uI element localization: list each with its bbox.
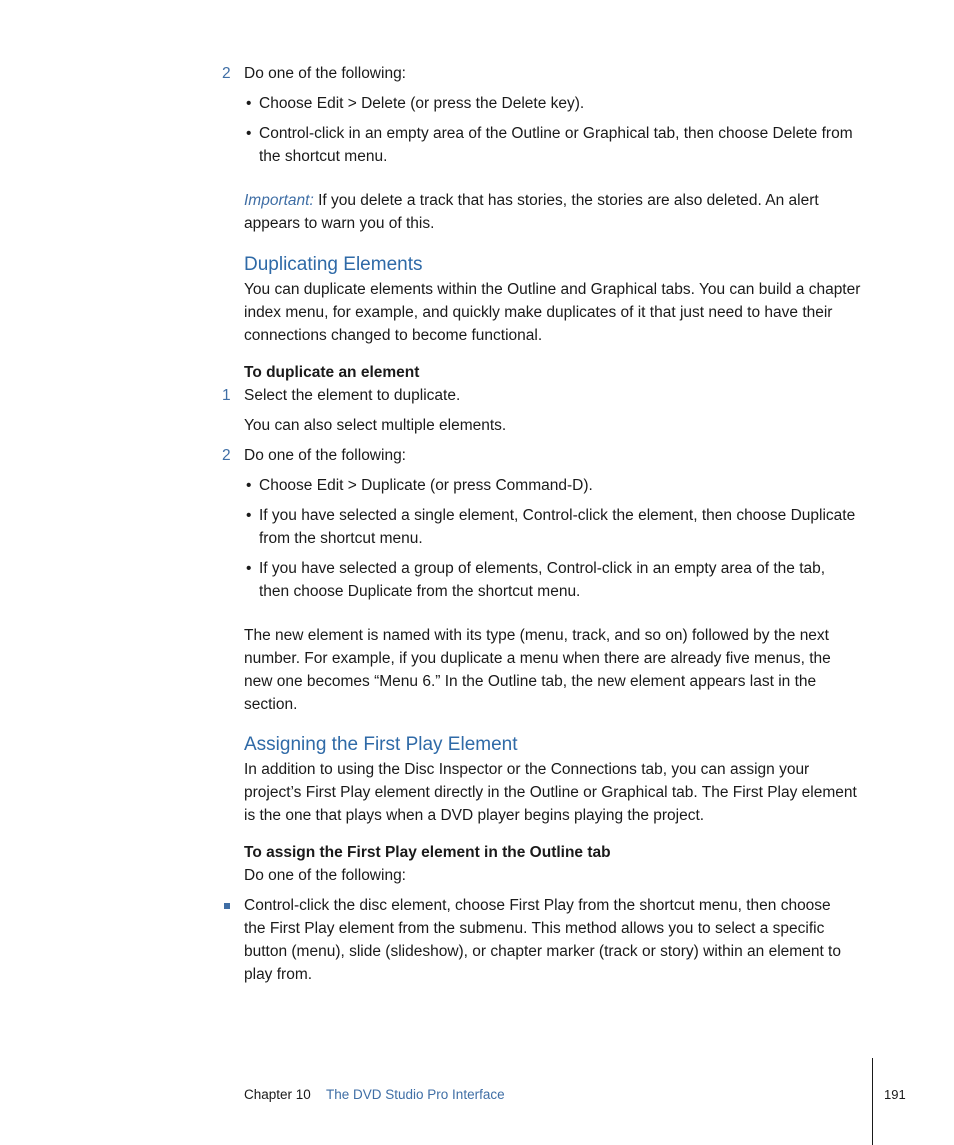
page-number: 191 bbox=[884, 1087, 906, 1102]
step-number: 1 bbox=[222, 387, 231, 404]
step-text: Do one of the following: bbox=[244, 65, 406, 82]
important-label: Important: bbox=[244, 192, 314, 209]
paragraph-line: connections changed to become functional. bbox=[244, 327, 543, 344]
important-text: appears to warn you of this. bbox=[244, 215, 435, 232]
footer-chapter: Chapter 10 bbox=[244, 1087, 311, 1102]
paragraph-line: index menu, for example, and quickly make duplicates of it that just need to have their bbox=[244, 304, 833, 321]
step-text: Select the element to duplicate. bbox=[244, 387, 461, 404]
paragraph-line: The new element is named with its type (menu, track, and so on) followed by the next bbox=[244, 627, 829, 644]
paragraph-line: project’s First Play element directly in the Outline or Graphical tab. The First Play element bbox=[244, 784, 857, 801]
bullet-dot: • bbox=[246, 507, 252, 524]
bullet-text: play from. bbox=[244, 966, 313, 983]
square-bullet-icon bbox=[224, 903, 230, 909]
paragraph-line: In addition to using the Disc Inspector or the Connections tab, you can assign your bbox=[244, 761, 810, 778]
bullet-text: If you have selected a single element, Control-click the element, then choose Duplicate bbox=[259, 507, 856, 524]
bullet-dot: • bbox=[246, 560, 252, 577]
bullet-text: then choose Duplicate from the shortcut menu. bbox=[259, 583, 581, 600]
bullet-text: Choose Edit > Delete (or press the Delete key). bbox=[259, 95, 585, 112]
step-note: You can also select multiple elements. bbox=[244, 417, 507, 434]
bullet-text: button (menu), slide (slideshow), or chapter marker (track or story) within an element to bbox=[244, 943, 841, 960]
bullet-text: from the shortcut menu. bbox=[259, 530, 423, 547]
step-number: 2 bbox=[222, 65, 231, 82]
paragraph-line: new one becomes “Menu 6.” In the Outline tab, the new element appears last in the bbox=[244, 673, 817, 690]
step-number: 2 bbox=[222, 447, 231, 464]
footer-divider bbox=[872, 1058, 873, 1145]
important-note bbox=[244, 189, 819, 212]
task-heading: To duplicate an element bbox=[244, 364, 420, 381]
section-heading: Duplicating Elements bbox=[244, 254, 423, 275]
paragraph-line: section. bbox=[244, 696, 298, 713]
bullet-text: If you have selected a group of elements, Control-click in an empty area of the tab, bbox=[259, 560, 826, 577]
important-text: If you delete a track that has stories, the stories are also deleted. An alert bbox=[313, 192, 819, 209]
bullet-text: the shortcut menu. bbox=[259, 148, 388, 165]
bullet-text: Choose Edit > Duplicate (or press Command-D). bbox=[259, 477, 593, 494]
bullet-dot: • bbox=[246, 477, 252, 494]
footer-chapter-title: The DVD Studio Pro Interface bbox=[326, 1087, 505, 1102]
bullet-dot: • bbox=[246, 95, 252, 112]
bullet-text: Control-click in an empty area of the Outline or Graphical tab, then choose Delete from bbox=[259, 125, 853, 142]
paragraph-line: number. For example, if you duplicate a menu when there are already five menus, the bbox=[244, 650, 831, 667]
step-text: Do one of the following: bbox=[244, 447, 406, 464]
task-text: Do one of the following: bbox=[244, 867, 406, 884]
bullet-text: the First Play element from the submenu. This method allows you to select a specific bbox=[244, 920, 825, 937]
paragraph-line: You can duplicate elements within the Outline and Graphical tabs. You can build a chapter bbox=[244, 281, 861, 298]
bullet-dot: • bbox=[246, 125, 252, 142]
paragraph-line: is the one that plays when a DVD player begins playing the project. bbox=[244, 807, 705, 824]
bullet-text: Control-click the disc element, choose First Play from the shortcut menu, then choose bbox=[244, 897, 831, 914]
section-heading: Assigning the First Play Element bbox=[244, 734, 518, 755]
task-heading: To assign the First Play element in the Outline tab bbox=[244, 844, 611, 861]
